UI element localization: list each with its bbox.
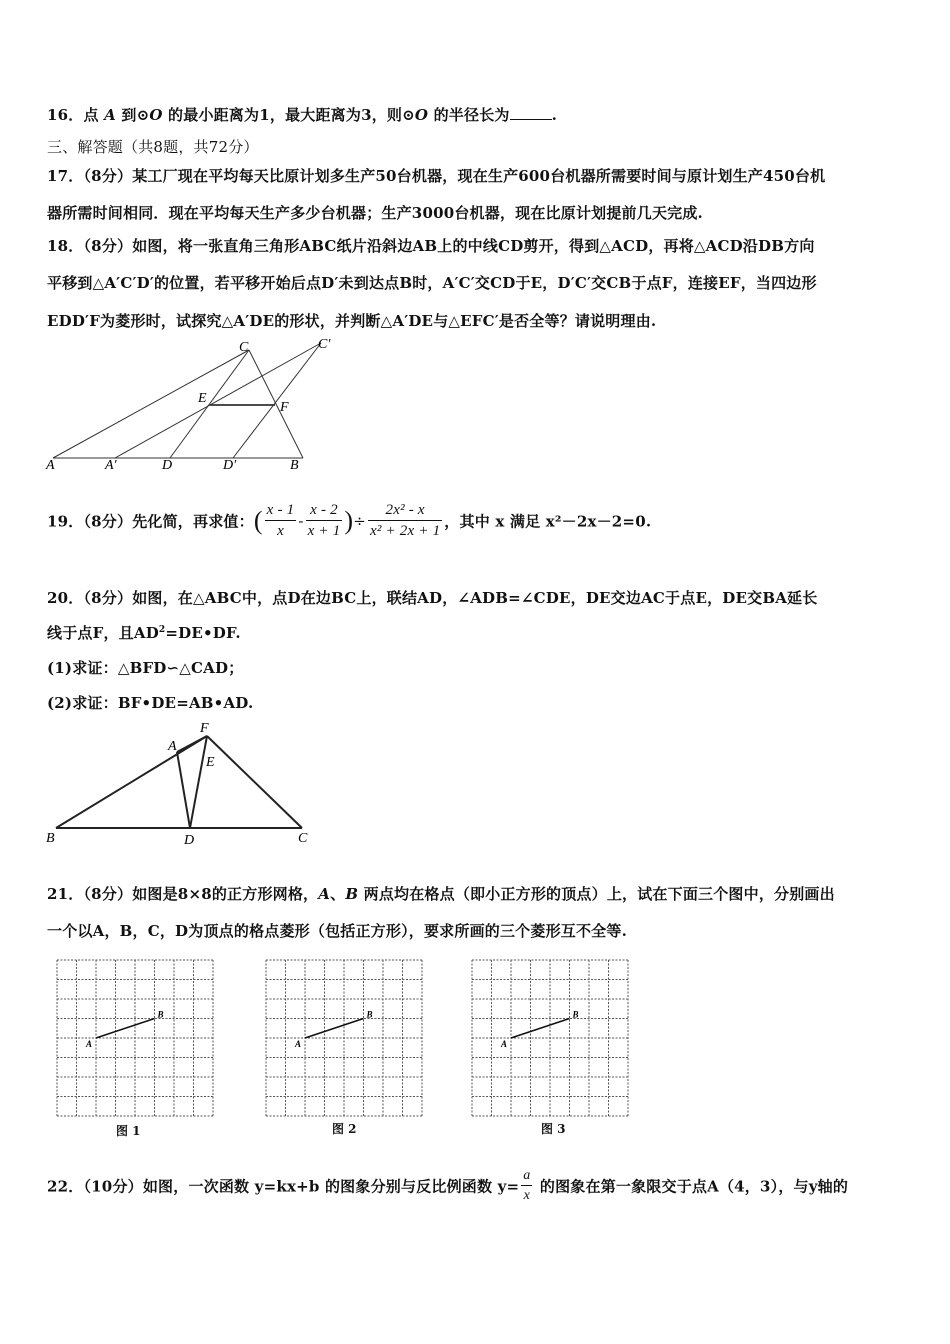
close-paren: ) <box>344 506 354 535</box>
q20-line1: 20．（8分）如图，在△ABC中，点D在边BC上，联结AD，∠ADB=∠CDE，DE交边AC于点E，DE交BA延长 <box>47 589 818 607</box>
q20-line2 <box>47 622 241 643</box>
grid-figure-1[interactable] <box>55 958 215 1118</box>
label-F: F <box>200 721 209 736</box>
q20-sub2: (2)求证：BF•DE=AB•AD. <box>47 694 254 712</box>
q16-text: . <box>551 106 558 124</box>
label-C: C <box>298 831 308 846</box>
q21-line2: 一个以A，B，C，D为顶点的格点菱形（包括正方形），要求所画的三个菱形互不全等. <box>47 922 627 940</box>
q21-var: A <box>318 885 331 903</box>
numerator: 2x² - x <box>368 502 442 521</box>
denominator: x <box>523 1188 531 1203</box>
label-A: A <box>46 458 55 473</box>
q21-text: 、 <box>330 885 346 903</box>
q19-suffix: ，其中 x 满足 x²－2x－2=0. <box>444 512 652 531</box>
point-label-a: A <box>86 1039 93 1049</box>
q22-line <box>47 1168 848 1204</box>
point-label-a: A <box>295 1039 302 1049</box>
label-E: E <box>206 755 215 770</box>
q22-prefix: 22．（10分）如图，一次函数 y=kx+b 的图象分别与反比例函数 y= <box>47 1177 520 1196</box>
label-D-prime: D′ <box>223 458 237 473</box>
grid-caption-3: 图 3 <box>541 1122 566 1136</box>
q18-figure <box>40 335 340 480</box>
label-E: E <box>198 391 207 406</box>
q19-prefix: 19．（8分）先化简，再求值： <box>47 512 254 531</box>
superscript: 2 <box>158 625 166 635</box>
grid-caption-1: 图 1 <box>116 1124 141 1138</box>
numerator: x - 2 <box>306 502 343 521</box>
q20-figure <box>40 716 330 851</box>
label-D: D <box>184 833 195 848</box>
point-label-b: B <box>366 1009 373 1020</box>
label-B: B <box>290 458 299 473</box>
q20-sub1: (1)求证：△BFD∽△CAD； <box>47 659 244 677</box>
q20-text: 线于点F，且AD <box>47 624 159 642</box>
q16-text: 到⊙ <box>115 106 150 124</box>
q16-text: 的半径长为 <box>428 106 510 124</box>
denominator: x² + 2x + 1 <box>370 523 441 539</box>
fraction <box>306 502 343 540</box>
q21-text: 21．（8分）如图是8×8的正方形网格， <box>47 885 319 903</box>
label-A: A <box>168 739 177 754</box>
q21-text: 两点均在格点（即小正方形的顶点）上，试在下面三个图中，分别画出 <box>358 885 835 903</box>
q18-line1: 18．（8分）如图，将一张直角三角形ABC纸片沿斜边AB上的中线CD剪开，得到△ACD，再将△ACD沿DB方向 <box>47 237 815 255</box>
grid-figure-3[interactable] <box>470 958 630 1118</box>
grid-figure-2[interactable] <box>264 958 424 1118</box>
q19-line <box>47 502 651 540</box>
segment-ab <box>511 1019 570 1039</box>
numerator: a <box>521 1168 532 1186</box>
answer-blank[interactable] <box>510 105 552 120</box>
q18-line3: EDD′F为菱形时，试探究△A′DE的形状，并判断△A′DE与△EFC′是否全等？请说明理由. <box>47 312 657 330</box>
point-label-b: B <box>157 1009 164 1020</box>
label-A-prime: A′ <box>105 458 117 473</box>
fraction <box>368 502 442 540</box>
label-F: F <box>280 400 289 415</box>
fraction <box>521 1168 532 1204</box>
q16-text: 的最小距离为1，最大距离为3，则⊙ <box>162 106 415 124</box>
q16-var: A <box>104 106 116 124</box>
q22-suffix: 的图象在第一象限交于点A（4，3），与y轴的 <box>534 1177 849 1196</box>
q16-text: 16．点 <box>47 106 105 124</box>
label-D: D <box>162 458 173 473</box>
grid-caption-2: 图 2 <box>332 1122 357 1136</box>
label-C: C <box>239 340 249 355</box>
q16-line <box>47 104 557 125</box>
q21-line1 <box>47 883 835 904</box>
denominator: x <box>277 523 284 539</box>
point-label-b: B <box>572 1009 579 1020</box>
q16-var: O <box>149 106 163 124</box>
denominator: x + 1 <box>307 523 341 539</box>
divide-sign: ÷ <box>353 512 367 530</box>
q20-text: =DE•DF. <box>165 624 241 642</box>
numerator: x - 1 <box>265 502 297 521</box>
segment-ab <box>96 1019 155 1039</box>
minus-sign: - <box>298 512 304 530</box>
open-paren: ( <box>253 506 263 535</box>
segment-ab <box>305 1019 364 1039</box>
label-B: B <box>46 831 55 846</box>
q16-var: O <box>414 106 429 124</box>
label-C-prime: C′ <box>318 337 331 352</box>
q17-line2: 器所需时间相同．现在平均每天生产多少台机器；生产3000台机器，现在比原计划提前几天完成. <box>47 204 703 222</box>
section-heading: 三、解答题（共8题，共72分） <box>47 138 259 156</box>
q17-line1: 17．（8分）某工厂现在平均每天比原计划多生产50台机器，现在生产600台机器所需要时间与原计划生产450台机 <box>47 167 826 185</box>
q18-line2: 平移到△A′C′D′的位置，若平移开始后点D′未到达点B时，A′C′交CD于E，D′C′交CB于点F，连接EF，当四边形 <box>47 274 817 292</box>
point-label-a: A <box>501 1039 508 1049</box>
fraction <box>265 502 297 540</box>
q21-var: B <box>345 885 359 903</box>
